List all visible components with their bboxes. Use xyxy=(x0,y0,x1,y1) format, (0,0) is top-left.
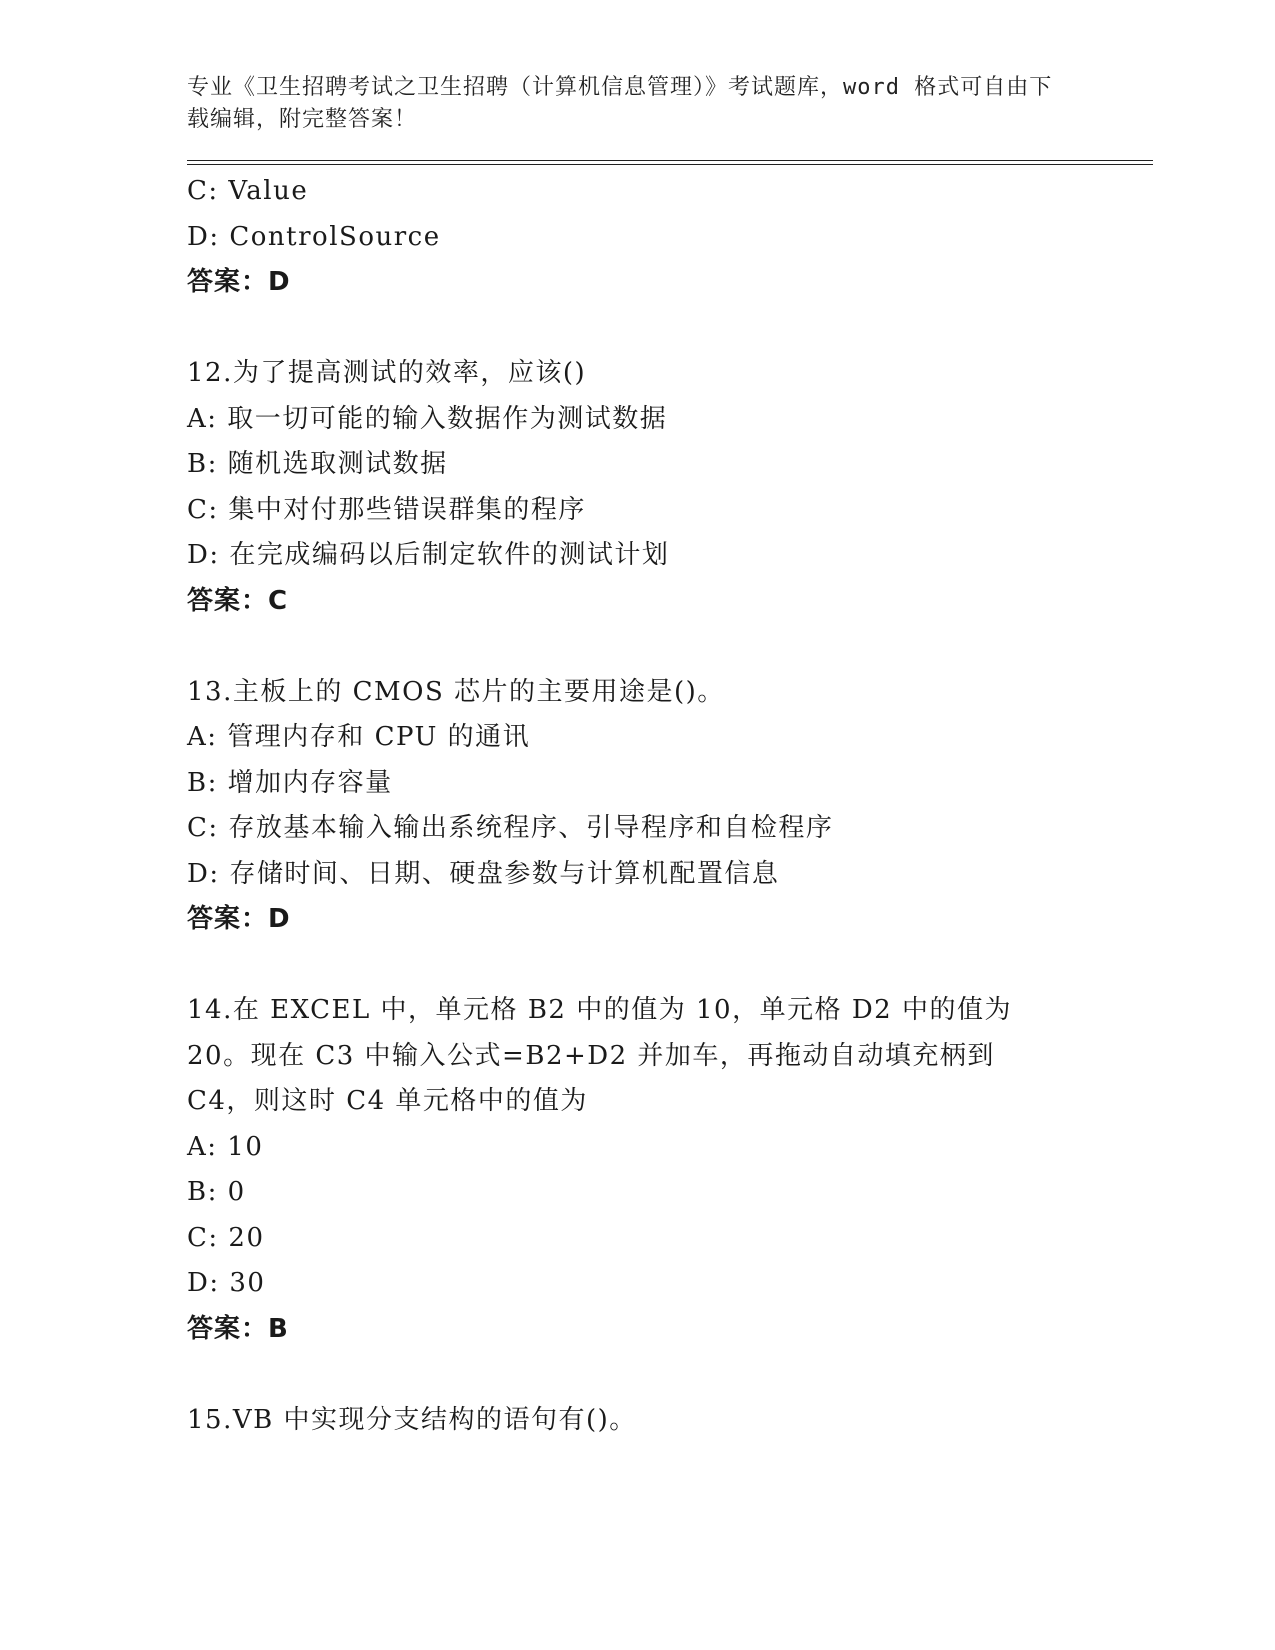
question-13-option-d: D: 存储时间、日期、硬盘参数与计算机配置信息 xyxy=(187,858,780,889)
question-14-option-c: C: 20 xyxy=(187,1222,265,1253)
header-divider xyxy=(187,160,1153,165)
spacer xyxy=(187,1352,1147,1398)
question-13-answer: 答案：D xyxy=(187,904,291,934)
question-13-option-c: C: 存放基本输入输出系统程序、引导程序和自检程序 xyxy=(187,813,834,843)
question-13-option-a: A: 管理内存和 CPU 的通讯 xyxy=(187,722,531,752)
question-12-text: 12.为了提高测试的效率，应该() xyxy=(187,358,587,388)
question-12-option-c: C: 集中对付那些错误群集的程序 xyxy=(187,494,586,525)
question-12-option-b: B: 随机选取测试数据 xyxy=(187,449,448,479)
document-header: 专业《卫生招聘考试之卫生招聘（计算机信息管理）》考试题库，word 格式可自由下载编辑，附完整答案！ xyxy=(187,75,1053,132)
question-14-option-a: A: 10 xyxy=(187,1131,264,1162)
spacer xyxy=(187,306,1147,352)
question-13-text: 13.主板上的 CMOS 芯片的主要用途是()。 xyxy=(187,676,725,707)
question-13-option-b: B: 增加内存容量 xyxy=(187,767,393,798)
question-12-option-d: D: 在完成编码以后制定软件的测试计划 xyxy=(187,540,670,570)
question-15-text: 15.VB 中实现分支结构的语句有()。 xyxy=(187,1404,637,1435)
option-c: C: Value xyxy=(187,176,309,206)
question-14-option-d: D: 30 xyxy=(187,1268,266,1298)
option-d: D: ControlSource xyxy=(187,221,441,252)
question-content xyxy=(187,169,1147,1443)
question-14-answer: 答案：B xyxy=(187,1313,289,1344)
question-14-text: 14.在 EXCEL 中，单元格 B2 中的值为 10，单元格 D2 中的值为 20。现在 C3 中输入公式=B2+D2 并加车，再拖动自动填充柄到 C4，则这时 C4 单元格中的值为 xyxy=(187,995,1012,1116)
question-14-option-b: B: 0 xyxy=(187,1177,246,1207)
document-page xyxy=(187,72,1147,1443)
spacer xyxy=(187,943,1147,989)
answer: 答案：D xyxy=(187,267,291,297)
question-12-answer: 答案：C xyxy=(187,585,289,616)
question-12-option-a: A: 取一切可能的输入数据作为测试数据 xyxy=(187,403,668,434)
spacer xyxy=(187,624,1147,670)
